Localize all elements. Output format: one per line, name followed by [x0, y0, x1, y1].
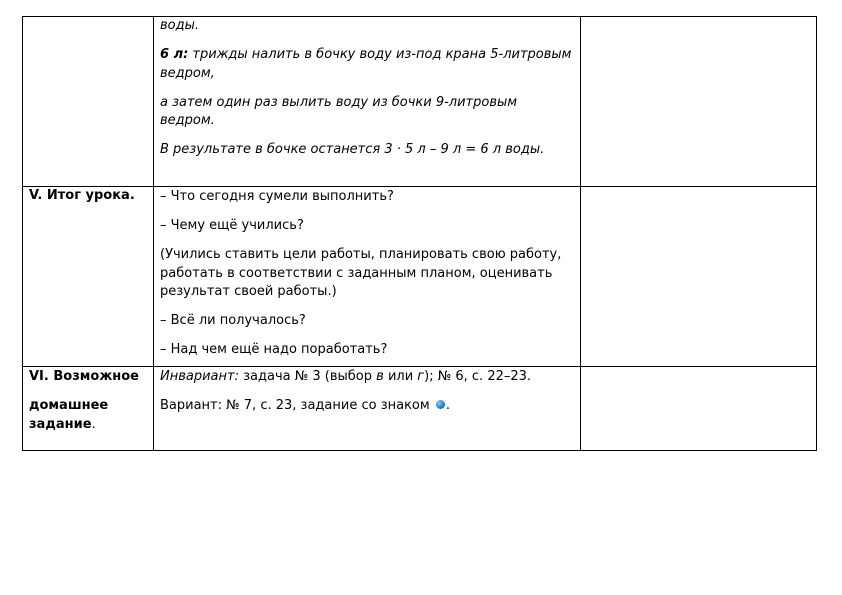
table-row: [23, 187, 817, 367]
text: или: [383, 369, 418, 384]
list-item: – Чему ещё учились?: [160, 218, 304, 233]
content-cell: [154, 17, 581, 187]
text: Вариант: № 7, с. 23, задание со знаком: [160, 398, 434, 413]
paragraph: а затем один раз вылить воду из бочки 9-литровым ведром.: [160, 94, 518, 128]
content-cell: [154, 187, 581, 367]
list-item: – Всё ли получалось?: [160, 313, 306, 328]
text: в: [376, 369, 384, 384]
table-row: [23, 17, 817, 187]
paragraph-text: трижды налить в бочку воду из-под крана 5-литровым ведром,: [160, 47, 572, 81]
list-item: – Что сегодня сумели выполнить?: [160, 189, 394, 204]
stage-title: V. Итог урока.: [29, 188, 135, 203]
stage-cell: [23, 17, 154, 187]
stage-title-end: .: [91, 416, 96, 432]
variant-line: [160, 397, 574, 416]
bold-label: 6 л:: [160, 47, 189, 62]
paragraph: [160, 46, 574, 83]
text: г: [417, 369, 425, 384]
text: .: [445, 398, 450, 413]
lesson-table: [22, 16, 817, 451]
notes-cell: [581, 17, 817, 187]
list-item: – Над чем ещё надо поработать?: [160, 342, 388, 357]
text: ); № 6, с. 22–23.: [424, 369, 532, 384]
invariant-line: [160, 368, 574, 387]
table-row: [23, 367, 817, 451]
notes-cell: [581, 187, 817, 367]
blue-sphere-icon: [436, 400, 445, 409]
stage-cell: [23, 367, 154, 451]
text: задача № 3 (выбор: [238, 369, 377, 384]
list-item: (Учились ставить цели работы, планировать свою работу, работать в соответствии с заданным планом, оценивать результат своей работы.): [160, 247, 562, 299]
stage-cell: [23, 187, 154, 367]
content-cell: [154, 367, 581, 451]
stage-title: VI. Возможное: [29, 369, 139, 384]
paragraph: воды.: [160, 18, 199, 33]
invariant-label: Инвариант:: [160, 369, 239, 384]
stage-title-cont: домашнее задание: [29, 398, 109, 432]
paragraph: В результате в бочке останется 3 · 5 л – 9 л = 6 л воды.: [160, 142, 545, 157]
notes-cell: [581, 367, 817, 451]
